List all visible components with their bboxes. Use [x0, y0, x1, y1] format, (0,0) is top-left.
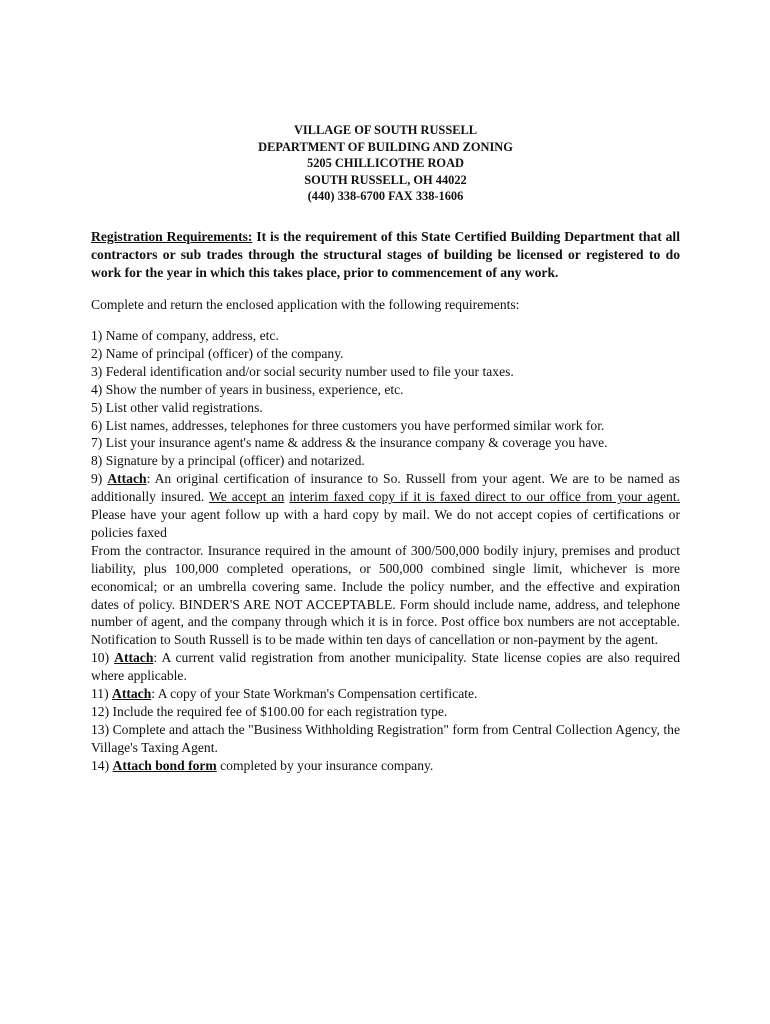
attach-bond-label: Attach bond form: [112, 757, 217, 773]
department-name: DEPARTMENT OF BUILDING AND ZONING: [258, 139, 513, 154]
list-item-registration: [91, 649, 680, 685]
list-item: 7) List your insurance agent's name & address & the insurance company & coverage you have.: [91, 435, 608, 451]
city-state-zip: SOUTH RUSSELL, OH 44022: [304, 172, 467, 187]
village-name: VILLAGE OF SOUTH RUSSELL: [293, 123, 478, 137]
list-item: 3) Federal identification and/or social security number used to file your taxes.: [91, 363, 514, 379]
list-item-insurance: [91, 470, 680, 542]
item-number: 10): [91, 650, 115, 666]
letterhead: [91, 122, 680, 205]
street-address: 5205 CHILLICOTHE ROAD: [307, 156, 464, 171]
insurance-text: : An original certification of insurance to So. Russell from your agent. We are to be named as additionally insured.: [91, 471, 680, 505]
requirements-list: [91, 327, 680, 775]
phone-fax: (440) 338-6700 FAX 338-1606: [307, 189, 464, 204]
intro-text: Complete and return the enclosed application with the following requirements:: [91, 296, 520, 312]
attach-label: Attach: [114, 650, 154, 666]
workmans-comp-text: : A copy of your State Workman's Compensation certificate.: [151, 686, 478, 702]
list-item: 12) Include the required fee of $100.00 for each registration type.: [91, 704, 448, 719]
list-item-workmans-comp: [91, 685, 680, 703]
fax-note-underlined: We accept an: [209, 489, 285, 505]
item-number: 9): [91, 471, 108, 487]
hard-copy-note: Please have your agent follow up with a hard copy by mail. We do not accept copies of certifications or policies faxed: [91, 507, 680, 540]
registration-requirements: [91, 228, 680, 282]
item-number: 14): [91, 757, 113, 773]
list-item: 2) Name of principal (officer) of the company.: [91, 345, 344, 361]
list-item: 13) Complete and attach the "Business Withholding Registration" form from Central Collection Agency, the Village's Taxing Agent.: [91, 721, 680, 755]
list-item: 6) List names, addresses, telephones for three customers you have performed similar work for.: [91, 417, 605, 433]
registration-label: Registration Requirements:: [91, 228, 253, 244]
bond-text: completed by your insurance company.: [216, 757, 434, 773]
list-item: 4) Show the number of years in business, experience, etc.: [91, 381, 404, 397]
attach-label: Attach: [107, 471, 147, 487]
registration-item-text: : A current valid registration from another municipality. State license copies are also required where applicable.: [91, 650, 680, 684]
item-number: 11): [91, 686, 113, 702]
attach-label: Attach: [112, 686, 152, 702]
list-item: 1) Name of company, address, etc.: [91, 327, 279, 343]
list-item-bond: [91, 757, 680, 775]
contractor-insurance-paragraph: From the contractor. Insurance required in the amount of 300/500,000 bodily injury, premises and product liability, plus 100,000 completed operations, or 500,000 combined single limit, whichever is more economical; or an umbrella covering same. Include the policy number, and the effective and expiration dates of policy. BINDER'S ARE NOT ACCEPTABLE. Form should include name, address, and telephone number of agent, and the company through which it is in force. Post office box numbers are not acceptable. Notification to South Russell is to be made within ten days of cancellation or non-payment by the agent.: [91, 542, 680, 648]
fax-note-underlined-2: interim faxed copy if it is faxed direct to our office from your agent.: [289, 489, 680, 505]
list-item: 8) Signature by a principal (officer) and notarized.: [91, 453, 365, 469]
registration-text: It is the requirement of this State Certified Building Department that all contractors or sub trades through the structural stages of building be licensed or registered to do work for the year in which this takes place, prior to commencement of any work.: [91, 228, 680, 280]
document-page: [91, 122, 680, 775]
list-item: 5) List other valid registrations.: [91, 399, 263, 415]
